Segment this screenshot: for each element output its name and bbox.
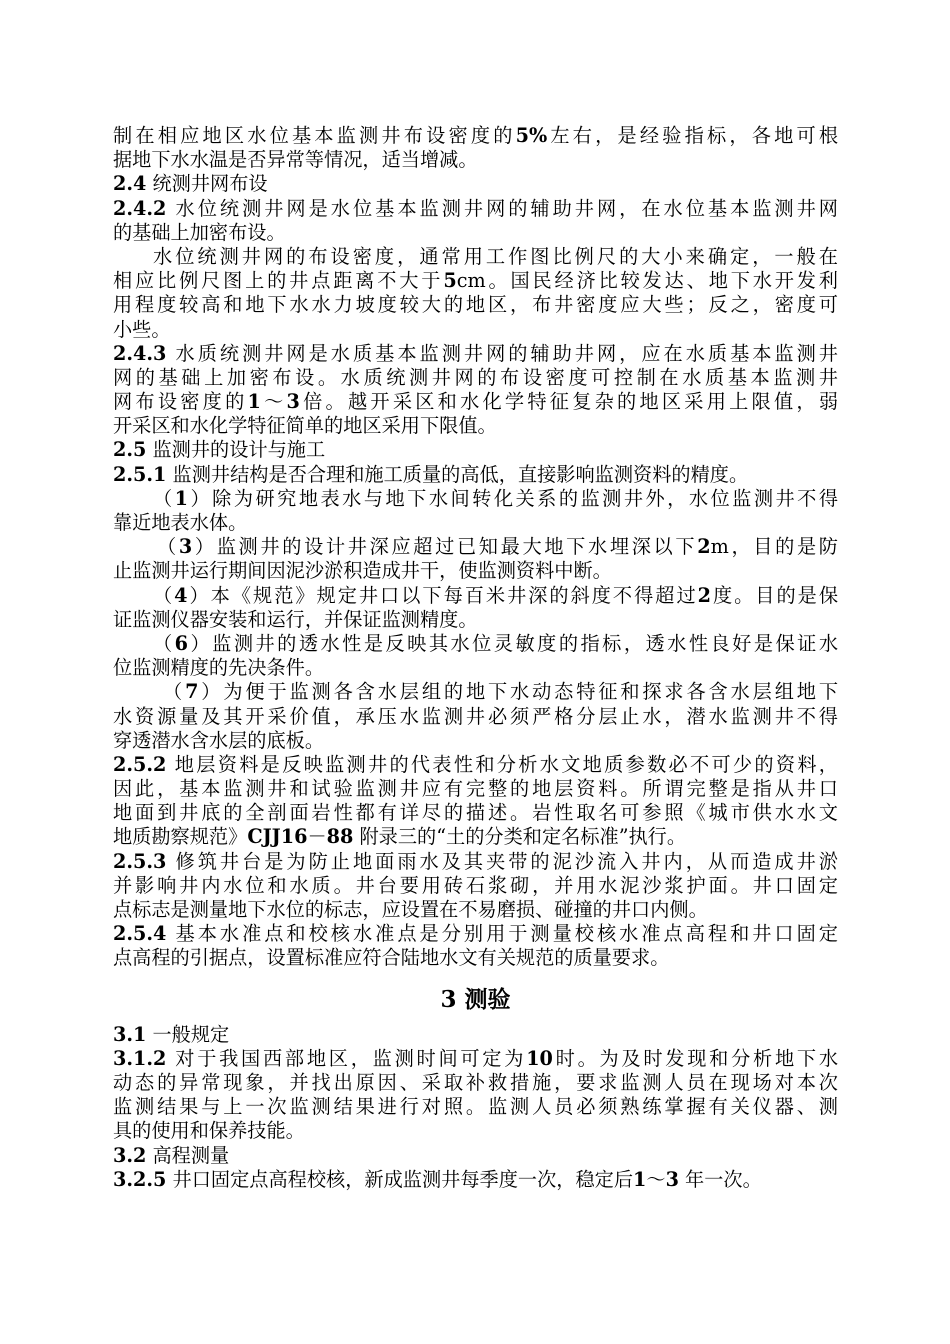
text-run: 高程测量 [146,1143,230,1167]
text-run: 点标志是测量地下水位的标志，应设置在不易磨损、碰撞的井口内侧。 [113,898,708,921]
text-run: 修筑井台是为防止地面雨水及其夹带的泥沙流入井内，从而造成井淤 [166,849,838,873]
bold-run: 6 [174,631,189,655]
text-run: ～ [646,1167,666,1191]
bold-run: 4 [174,583,188,607]
document-page [113,124,838,1192]
text-line [113,511,838,535]
text-line [113,221,838,245]
bold-run: 3.1.2 [113,1046,167,1070]
text-run: 点高程的引据点，设置标准应符合陆地水文有关规范的质量要求。 [113,946,670,970]
text-run: 的基础上加密布设。 [113,220,286,244]
text-line [113,438,838,462]
text-run: 地层资料是反映监测井的代表性和分析水文地质参数必不可少的资料， [166,752,838,776]
text-line [113,559,838,583]
text-line [113,922,838,946]
text-run: （ [153,583,175,607]
text-run: 止监测井运行期间因泥沙淤积造成井干，使监测资料中断。 [113,559,612,583]
text-run: 动态的异常现象，并找出原因、采取补救措施，要求监测人员在现场对本次 [113,1070,838,1094]
text-run: ）为便于监测各含水层组的地下水动态特征和探求各含水层组地下 [198,680,839,704]
bold-run: 10 [526,1046,553,1070]
text-run: 制在相应地区水位基本监测井布设密度的 [113,124,516,147]
text-run: 倍。越开采区和水化学特征复杂的地区采用上限值，弱 [299,390,839,414]
text-line [113,680,838,704]
text-run: （ [153,486,175,510]
text-line [113,414,838,438]
text-run: （ [157,535,179,559]
text-run: 位监测精度的先决条件。 [113,656,325,680]
text-run: ）监测井的设计井深应超过已知最大地下水埋深以下 [192,535,698,559]
text-run: m，目的是防 [710,535,838,559]
bold-run: 2 [697,535,711,559]
text-run: 开采区和水化学特征简单的地区采用下限值。 [113,414,497,438]
bold-run: 5% [515,124,548,147]
section-3-heading: 3 测验 [440,985,511,1013]
bold-run: 3 [286,390,300,414]
bold-run: 5 [443,269,457,293]
text-line [113,608,838,632]
text-line [113,705,838,729]
text-run: 对于我国西部地区，监测时间可定为 [166,1046,527,1070]
text-line [113,584,838,608]
text-run: 小些。 [113,317,171,341]
text-line [113,124,838,148]
text-run: 靠近地表水体。 [113,511,248,534]
text-line [113,753,838,777]
text-line [113,1071,838,1095]
section-3-text [113,1023,838,1192]
bold-run: 1 [633,1167,647,1191]
text-run: 监测结果与上一次监测结果进行对照。监测人员必须熟练掌握有关仪器、测 [113,1095,838,1119]
text-line [113,656,838,680]
text-run: 用程度较高和地下水水力坡度较大的地区，布井密度应大些；反之，密度可 [113,293,838,317]
text-line [113,1119,838,1143]
text-run: 水资源量及其开采价值，承压水监测井必须严格分层止水，潜水监测井不得 [113,704,838,728]
text-line [113,148,838,172]
text-run: 基本水准点和校核水准点是分别用于测量校核水准点高程和井口固定 [166,922,838,946]
text-line [113,729,838,753]
text-run: 水位统测井网是水位基本监测井网的辅助井网，在水位基本监测井网 [166,196,838,220]
text-line [113,777,838,801]
section-2-text [113,124,838,971]
text-run: 地质勘察规范》 [113,825,248,849]
text-run: ～ [260,390,287,414]
text-run: ）本《规范》规定井口以下每百米井深的斜度不得超过 [187,583,698,607]
bold-run: 7 [185,680,199,704]
bold-run: 3 [178,535,193,559]
text-line [113,1144,838,1168]
text-line [113,1023,838,1047]
bold-run: 2.4 [113,172,147,196]
text-line [113,342,838,366]
text-line [113,535,838,559]
text-line [113,825,838,849]
text-run: cm。国民经济比较发达、地下水开发利 [456,269,838,293]
bold-run: 2.4.2 [113,196,167,220]
text-line [113,390,838,414]
text-run: 证监测仪器安装和运行，并保证监测精度。 [113,607,478,631]
text-run: 网的基础上加密布设。水质统测井网的布设密度可控制在水质基本监测井 [113,365,838,389]
bold-run: 88 [326,825,354,849]
bold-run: 3.2.5 [113,1167,167,1191]
text-run: 左右，是经验指标，各地可根 [547,124,839,147]
text-run: 地面到井底的全剖面岩性都有详尽的描述。岩性取名可参照《城市供水水文 [113,801,838,825]
text-line [113,874,838,898]
text-line [113,172,838,196]
text-run: 年一次。 [678,1167,762,1191]
text-run: 并影响井内水位和水质。井台要用砖石浆砌，并用水泥沙浆护面。井口固定 [113,873,838,897]
text-line [113,1168,838,1192]
text-line [113,487,838,511]
text-run: 统测井网布设 [146,172,268,196]
text-line [113,1095,838,1119]
text-line [113,632,838,656]
text-run: 水位统测井网的布设密度，通常用工作图比例尺的大小来确定，一般在 [153,244,838,268]
text-run: 穿透潜水含水层的底板。 [113,728,325,752]
text-run: 水质统测井网是水质基本监测井网的辅助井网，应在水质基本监测井 [166,341,838,365]
text-run: 相应比例尺图上的井点距离不大于 [113,269,444,293]
text-run: 网布设密度的 [113,390,248,414]
text-line [113,1047,838,1071]
text-run: － [307,825,327,849]
bold-run: 2.5.2 [113,752,167,776]
text-line [113,269,838,293]
text-run: 附录三的“土的分类和定名标准”执行。 [353,825,687,849]
text-line [113,946,838,970]
text-line [113,850,838,874]
bold-run: 3.1 [113,1022,147,1046]
text-run: 具的使用和保养技能。 [113,1119,305,1143]
bold-run: 1 [174,486,189,510]
text-line [113,245,838,269]
text-line [113,463,838,487]
text-run: 因此，基本监测井和试验监测井应有完整的地层资料。所谓完整是指从井口 [113,777,838,801]
text-run: 监测井结构是否合理和施工质量的高低，直接影响监测资料的精度。 [166,462,749,486]
bold-run: 1 [247,390,261,414]
bold-run: 2.5.4 [113,922,167,946]
text-line [113,366,838,390]
bold-run: 2.5.3 [113,849,167,873]
text-line [113,197,838,221]
text-run: （ [163,680,186,704]
bold-run: 3.2 [113,1143,147,1167]
bold-run: 2.4.3 [113,341,167,365]
text-run: 井口固定点高程校核，新成监测井每季度一次，稳定后 [166,1167,634,1191]
text-run: （ [153,631,175,655]
bold-run: 3 [665,1167,679,1191]
bold-run: CJJ16 [247,825,308,849]
text-line [113,293,838,317]
text-run: 时。为及时发现和分析地下水 [552,1046,839,1070]
text-run: 据地下水水温是否异常等情况，适当增减。 [113,148,478,172]
text-run: 一般规定 [146,1022,230,1046]
bold-run: 2.5.1 [113,462,167,486]
text-line [113,898,838,922]
bold-run: 2.5 [113,438,147,462]
text-run: ）监测井的透水性是反映其水位灵敏度的指标，透水性良好是保证水 [188,631,839,655]
text-run: 监测井的设计与施工 [146,438,326,462]
text-line [113,318,838,342]
text-line [113,801,838,825]
bold-run: 2 [697,583,711,607]
text-run: ）除为研究地表水与地下水间转化关系的监测井外，水位监测井不得 [188,486,839,510]
text-run: 度。目的是保 [710,583,839,607]
